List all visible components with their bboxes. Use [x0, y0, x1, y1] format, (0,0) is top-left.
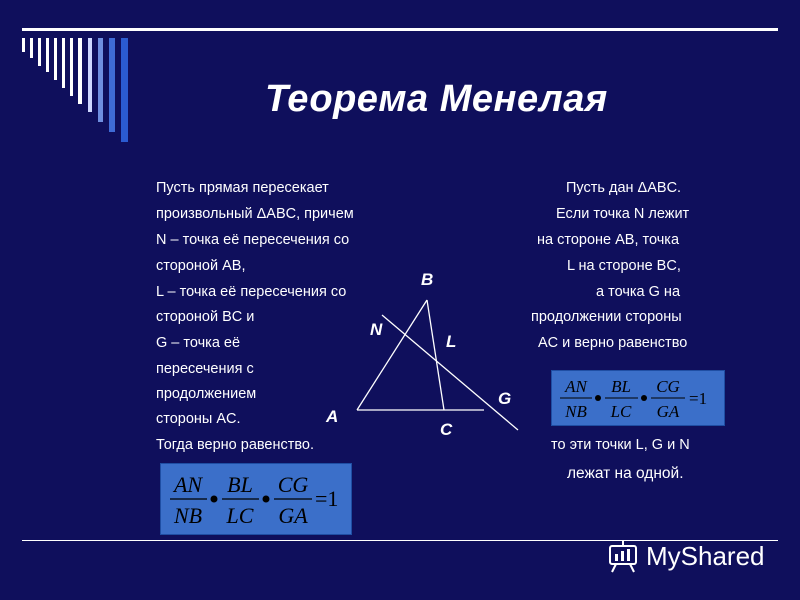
decorative-bars — [22, 36, 152, 156]
fraction-3-numerator: CG — [277, 472, 309, 497]
slide-title: Теорема Менелая — [265, 78, 608, 120]
left-line: Тогда верно равенство. — [156, 437, 315, 453]
logo-text: MyShared — [646, 541, 765, 571]
point-a-label: A — [326, 407, 339, 426]
right-line: на стороне AB, точка — [537, 232, 680, 248]
fraction-1-numerator: AN — [565, 377, 587, 396]
right-line: то эти точки L, G и N — [551, 437, 690, 453]
formula-equals-one: =1 — [689, 389, 708, 408]
point-n-label: N — [370, 320, 383, 339]
left-line: Пусть прямая пересекает — [156, 180, 329, 196]
fraction-3-denominator: GA — [656, 402, 680, 421]
formula-box-left — [160, 463, 352, 535]
side-ab — [357, 300, 427, 410]
logo-icon — [606, 540, 642, 574]
fraction-1-numerator: AN — [173, 472, 203, 497]
fraction-1-denominator: NB — [565, 402, 587, 421]
fraction-1-denominator: NB — [173, 503, 203, 528]
fraction-3-denominator: GA — [278, 503, 308, 528]
right-line: продолжении стороны — [531, 309, 682, 325]
right-line: Если точка N лежит — [556, 206, 690, 222]
left-line: произвольный ΔABC, причем — [156, 206, 354, 222]
left-line: пересечения с — [156, 361, 254, 377]
left-line: продолжением — [156, 386, 257, 402]
right-line: AC и верно равенство — [538, 335, 688, 351]
menelaus-formula — [161, 464, 351, 534]
top-divider — [22, 28, 778, 31]
point-l-label: L — [446, 332, 457, 351]
fraction-2-numerator: BL — [611, 377, 631, 396]
fraction-2-numerator: BL — [227, 472, 253, 497]
fraction-2-denominator: LC — [226, 503, 254, 528]
left-line: стороны AC. — [156, 411, 241, 427]
fraction-2-denominator: LC — [610, 402, 632, 421]
point-g-label: G — [498, 389, 512, 408]
point-b-label: B — [421, 270, 434, 289]
left-line: L – точка её пересечения со — [156, 284, 347, 300]
left-line: стороной BC и — [156, 309, 255, 325]
menelaus-formula — [552, 371, 724, 425]
left-line: N – точка её пересечения со — [156, 232, 350, 248]
formula-box-right — [551, 370, 725, 426]
point-c-label: C — [440, 420, 453, 439]
myshared-logo[interactable] — [606, 538, 782, 576]
formula-equals-one: =1 — [315, 486, 339, 511]
left-line: стороной AB, — [156, 258, 246, 274]
left-line: G – точка её — [156, 335, 241, 351]
right-line: L на стороне BC, — [567, 258, 681, 274]
right-line: лежат на одной. — [567, 465, 684, 482]
right-line: Пусть дан ΔABC. — [566, 180, 682, 196]
right-line: а точка G на — [596, 284, 681, 300]
fraction-3-numerator: CG — [656, 377, 680, 396]
